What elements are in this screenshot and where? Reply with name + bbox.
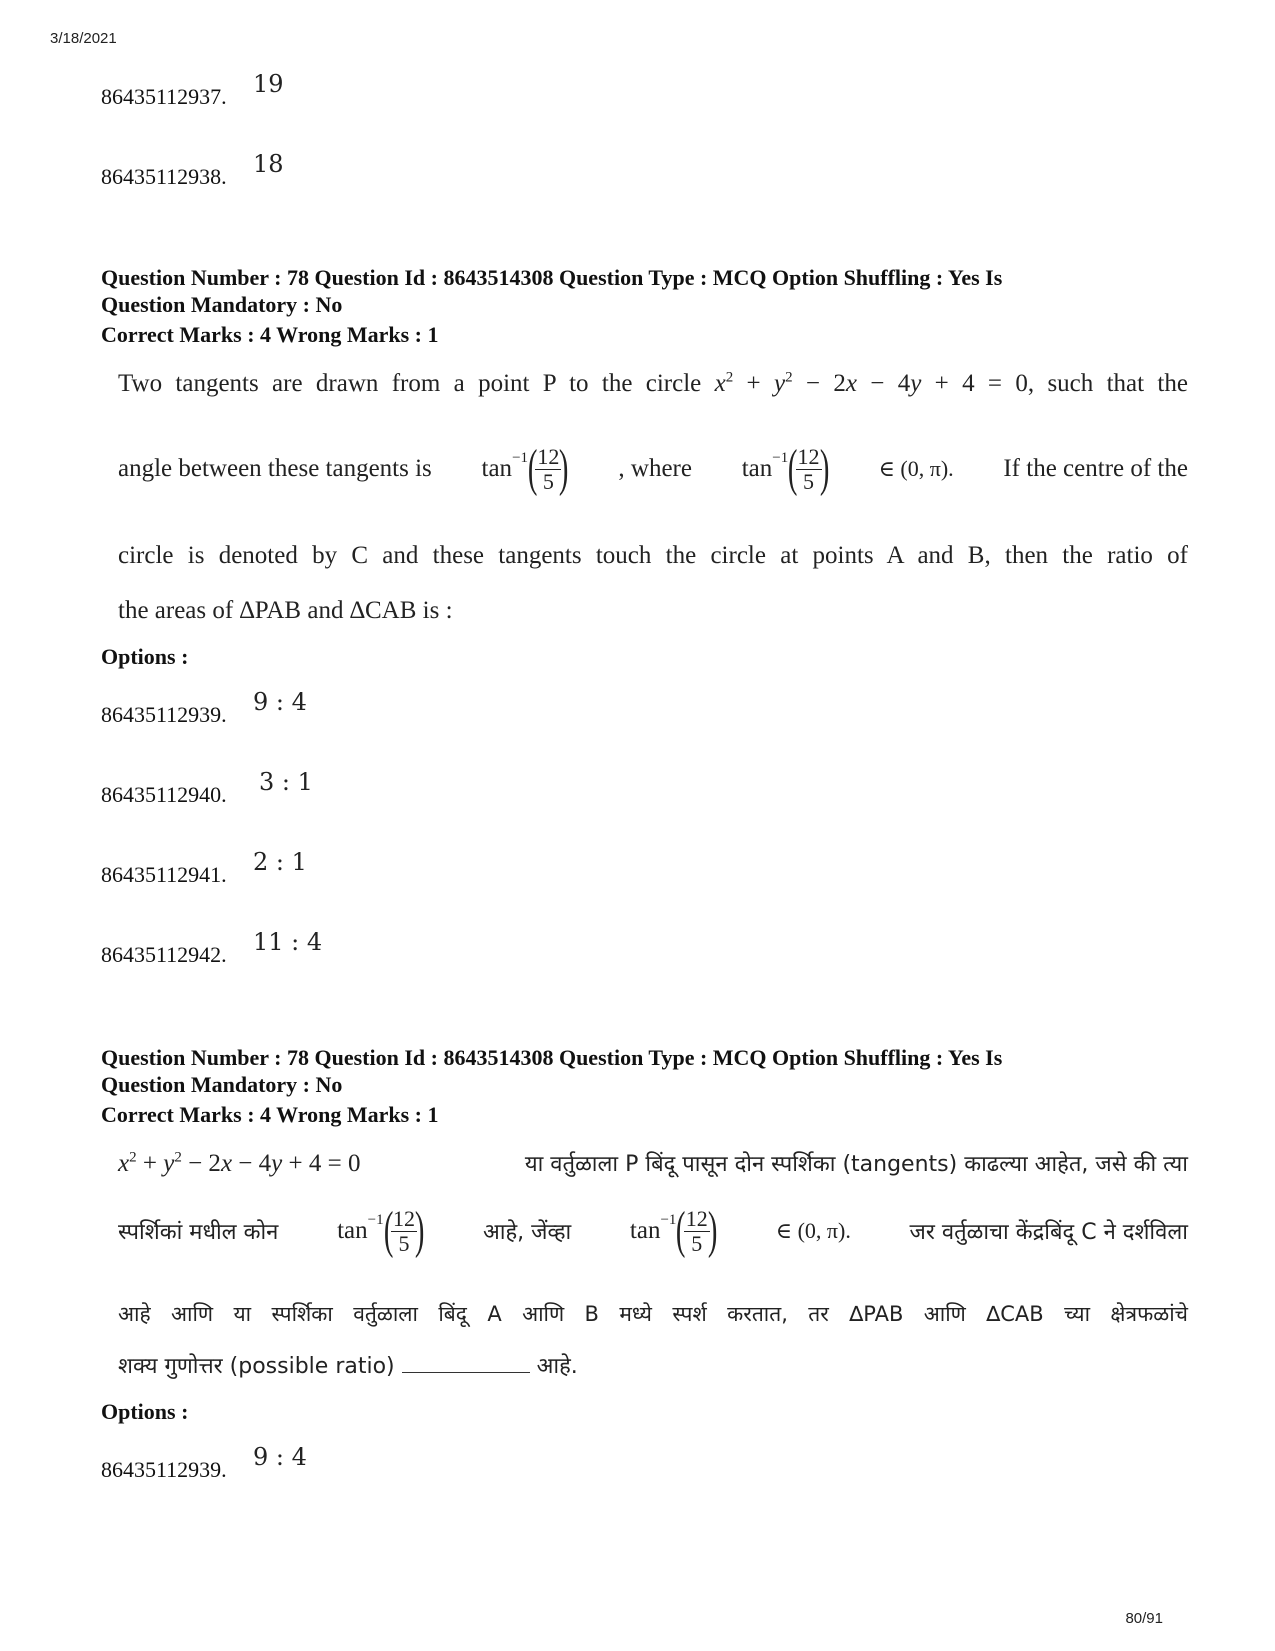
options-label: Options : <box>101 1399 189 1424</box>
option-id: 86435112939. <box>101 1457 227 1482</box>
text-segment: आहे, जेंव्हा <box>482 1220 572 1245</box>
option-value: 18 <box>253 150 284 178</box>
question-marks: Correct Marks : 4 Wrong Marks : 1 <box>101 322 439 347</box>
option-id: 86435112942. <box>101 942 227 967</box>
option-value: 9 : 4 <box>253 1443 307 1471</box>
option-value: 19 <box>253 70 284 98</box>
question-text-line <box>118 1148 1188 1178</box>
inverse-tan-expression: tan −1 ( 12 5 ) <box>741 440 829 497</box>
text-segment: शक्य गुणोत्तर (possible ratio) <box>118 1354 402 1379</box>
option-value: 2 : 1 <box>253 848 307 876</box>
text-segment: या वर्तुळाला P बिंदू पासून दोन स्पर्शिका (tangents) काढल्या आहेत, जसे की त्या <box>524 1152 1188 1177</box>
option-row <box>101 150 701 190</box>
option-row <box>101 1443 701 1483</box>
option-row <box>101 768 701 808</box>
option-row <box>101 688 701 728</box>
option-row <box>101 70 701 110</box>
text-segment: angle between these tangents is <box>118 455 432 482</box>
option-id: 86435112940. <box>101 782 227 807</box>
answer-blank <box>402 1350 530 1373</box>
text-segment: आहे. <box>529 1354 578 1379</box>
question-header-line: Question Mandatory : No <box>101 292 343 317</box>
inverse-tan-expression: tan −1 ( 12 5 ) <box>481 440 569 497</box>
options-label: Options : <box>101 644 189 669</box>
text-segment: , where <box>618 455 692 482</box>
option-id: 86435112939. <box>101 702 227 727</box>
interval: ∈ (0, π). <box>775 1218 851 1243</box>
print-date: 3/18/2021 <box>50 30 117 47</box>
question-header-line: Question Number : 78 Question Id : 8643514308 Question Type : MCQ Option Shuffling : Yes Is <box>101 265 1003 290</box>
question-text-line <box>118 1202 1188 1259</box>
inverse-tan-expression: tan −1 ( 12 5 ) <box>337 1202 425 1259</box>
inverse-tan-expression: tan −1 ( 12 5 ) <box>629 1202 718 1259</box>
text-segment: Two tangents are drawn from a point P to the circle <box>118 370 715 397</box>
option-value: 11 : 4 <box>253 928 323 956</box>
option-id: 86435112937. <box>101 84 227 109</box>
question-text-line: आहे आणि या स्पर्शिका वर्तुळाला बिंदू A आणि B मध्ये स्पर्श करतात, तर ∆PAB आणि ∆CAB च्या क्षेत्रफळांचे <box>118 1302 1188 1326</box>
option-row <box>101 928 701 968</box>
question-text-line: circle is denoted by C and these tangents touch the circle at points A and B, then the ratio of <box>118 542 1188 569</box>
option-id: 86435112938. <box>101 164 227 189</box>
question-text-line: the areas of ∆PAB and ∆CAB is : <box>118 597 453 624</box>
text-segment: जर वर्तुळाचा केंद्रबिंदू C ने दर्शविला <box>909 1220 1188 1245</box>
question-header-line: Question Mandatory : No <box>101 1072 343 1097</box>
circle-equation: $x^2 + y^2 - 2x - 4y + 4 = 0$ <box>714 369 1028 397</box>
option-id: 86435112941. <box>101 862 227 887</box>
text-segment: , such that the <box>1027 370 1188 397</box>
text-segment: स्पर्शिकां मधील कोन <box>118 1220 279 1245</box>
text-segment: If the centre of the <box>1003 455 1188 482</box>
question-header-line: Question Number : 78 Question Id : 8643514308 Question Type : MCQ Option Shuffling : Yes Is <box>101 1045 1003 1070</box>
interval: ∈ (0, π). <box>878 456 954 481</box>
option-value: 9 : 4 <box>253 688 307 716</box>
option-row <box>101 848 701 888</box>
page-number: 80/91 <box>1125 1610 1163 1627</box>
question-marks: Correct Marks : 4 Wrong Marks : 1 <box>101 1102 439 1127</box>
question-text-line <box>118 440 1188 497</box>
question-text-line <box>118 1350 1188 1380</box>
question-text-line <box>118 370 1188 398</box>
option-value: 3 : 1 <box>259 768 313 796</box>
question-header <box>101 1044 1181 1098</box>
question-header <box>101 264 1181 318</box>
circle-equation: $x^2 + y^2 - 2x - 4y + 4 = 0$ <box>118 1149 361 1177</box>
